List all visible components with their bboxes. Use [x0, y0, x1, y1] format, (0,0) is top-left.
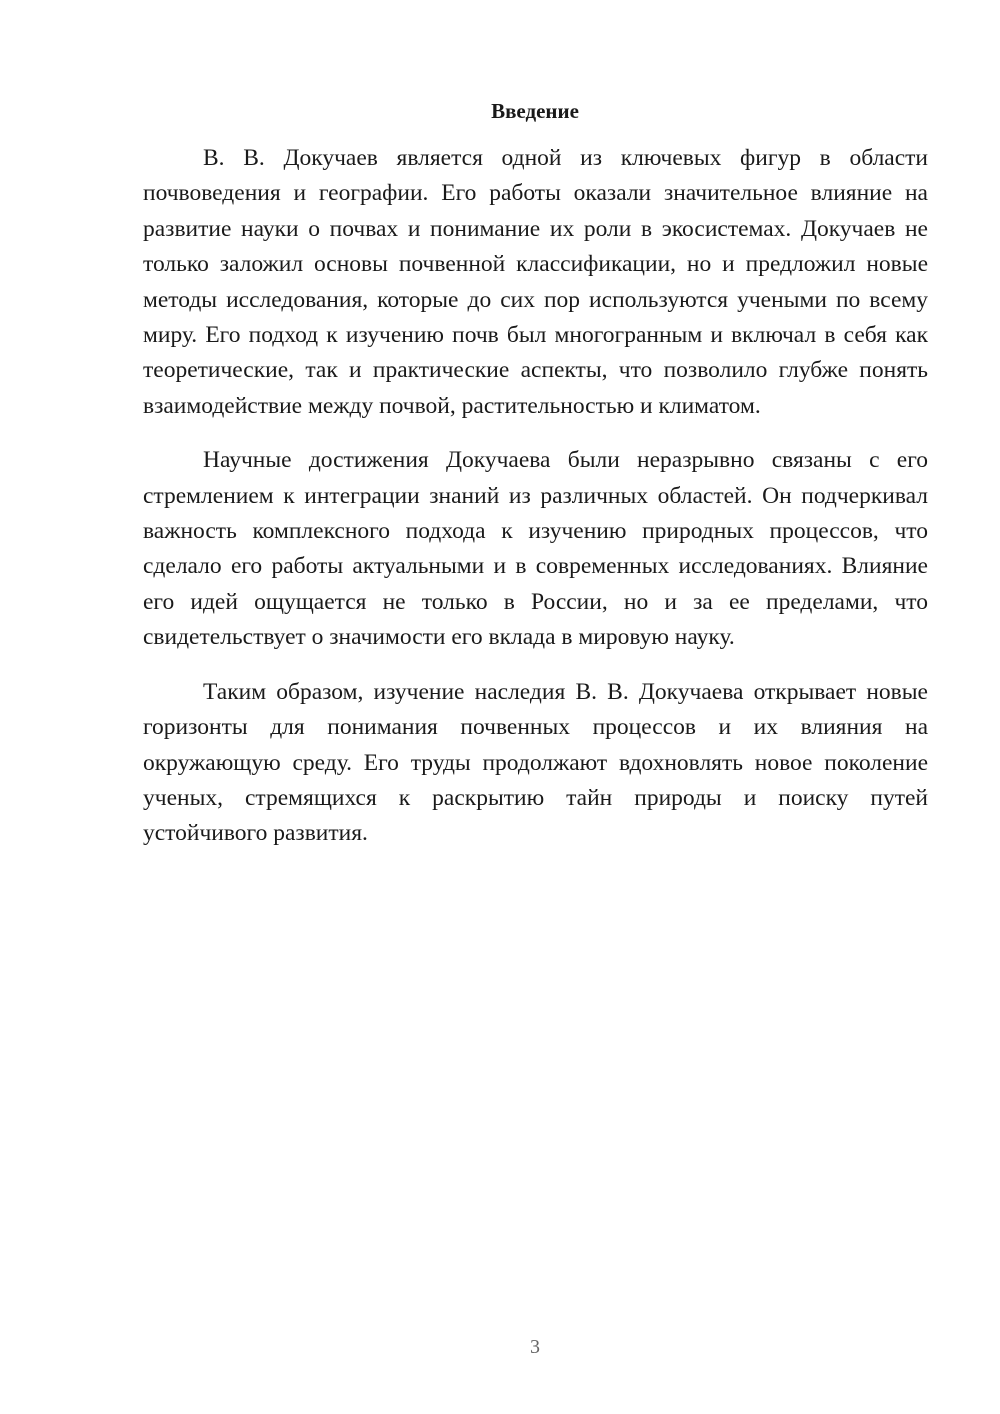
section-heading: Введение: [491, 99, 579, 123]
paragraph-3: Таким образом, изучение наследия В. В. Докучаева открывает новые горизонты для понимания почвенных процессов и их влияния на окружающую среду. Его труды продолжают вдохновлять новое поколение ученых, стремящихся к раскрытию тайн природы и поиску путей устойчивого развития.: [143, 678, 928, 847]
paragraph-1: В. В. Докучаев является одной из ключевых фигур в области почвоведения и географии. Его работы оказали значительное влияние на развитие науки о почвах и понимание их роли в экосистемах. Докучаев не только заложил основы почвенной классификации, но и предложил новые методы исследования, которые до сих пор используются учеными по всему миру. Его подход к изучению почв был многогранным и включал в себя как теоретические, так и практические аспекты, что позволило глубже понять взаимодействие между почвой, растительностью и климатом.: [143, 145, 928, 419]
page-number: 3: [530, 1336, 540, 1358]
body-text: [143, 141, 928, 871]
paragraph-2: Научные достижения Докучаева были неразрывно связаны с его стремлением к интеграции знаний из различных областей. Он подчеркивал важность комплексного подхода к изучению природных процессов, что сделало его работы актуальными и в современных исследованиях. Влияние его идей ощущается не только в России, но и за ее пределами, что свидетельствует о значимости его вклада в мировую науку.: [143, 447, 928, 651]
